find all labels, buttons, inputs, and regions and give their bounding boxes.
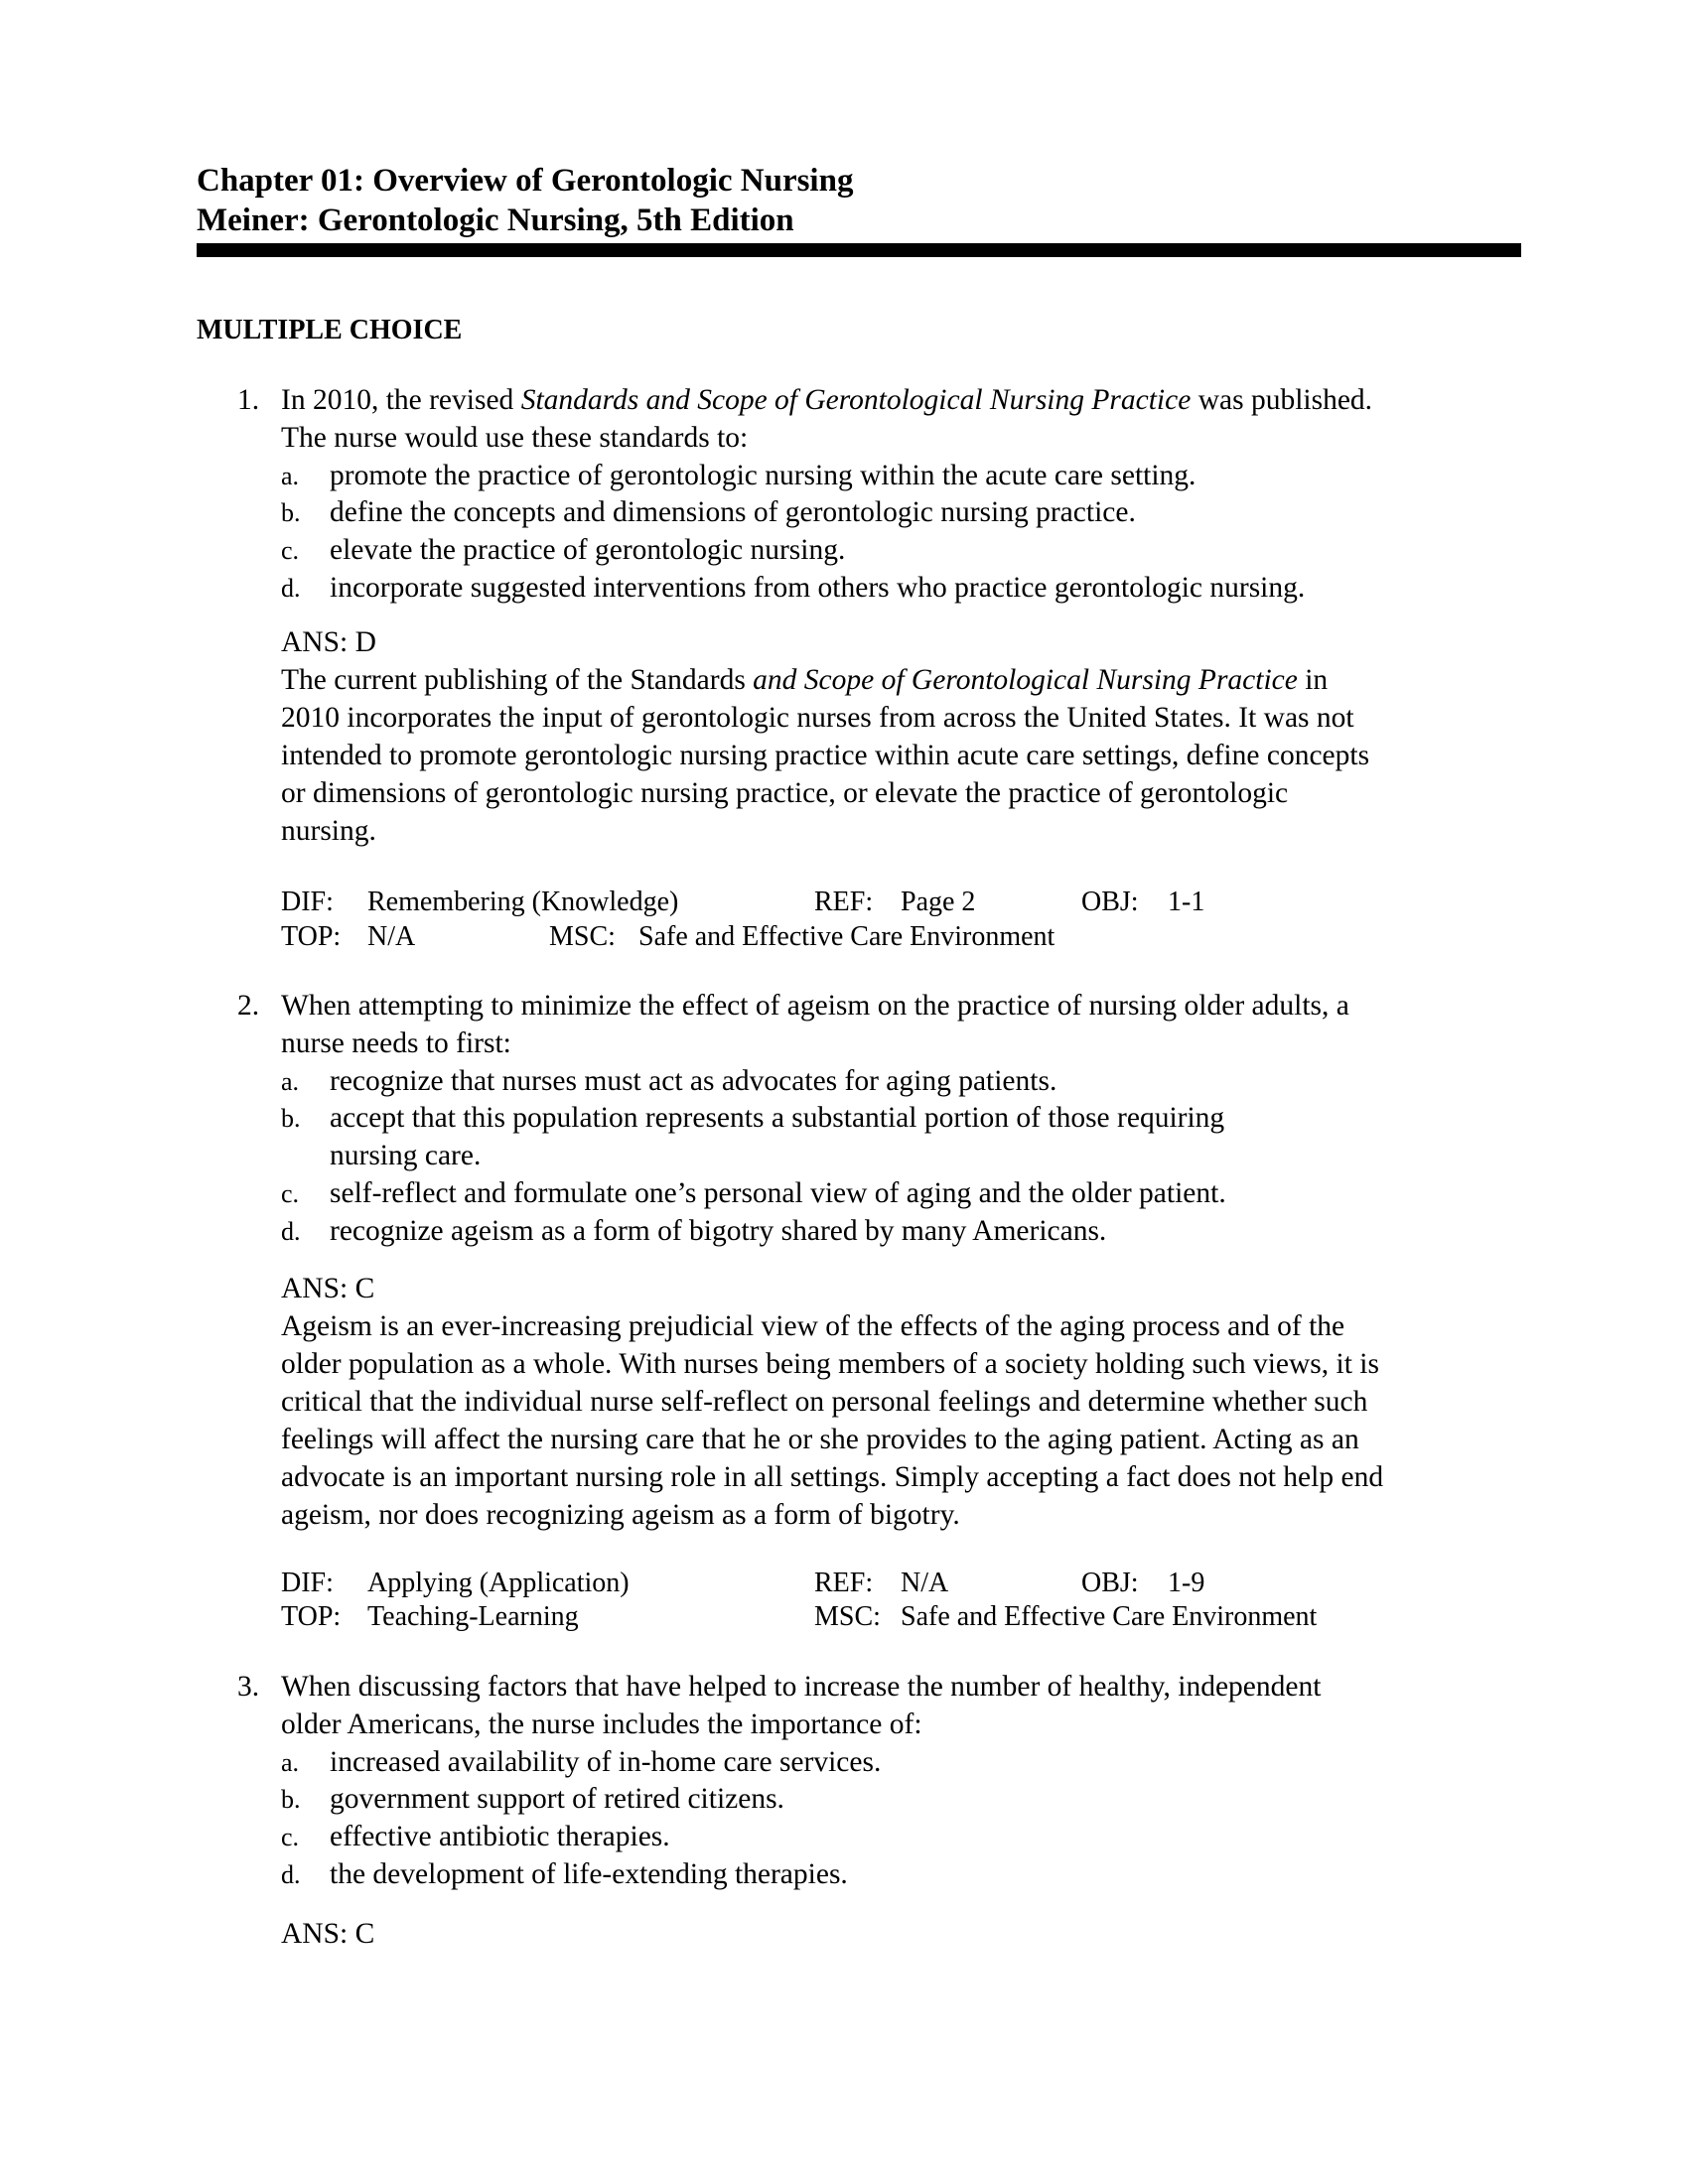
answer: ANS: D — [281, 626, 376, 658]
question-number: 1. — [237, 384, 260, 416]
option-text: government support of retired citizens. — [330, 1783, 784, 1816]
question-stem-line: older Americans, the nurse includes the importance of: — [281, 1707, 922, 1740]
option-text: effective antibiotic therapies. — [330, 1821, 670, 1853]
top-value: Teaching-Learning — [367, 1601, 579, 1632]
option-letter: b. — [281, 498, 301, 528]
option-letter: a. — [281, 1747, 300, 1777]
option-letter: c. — [281, 1823, 300, 1852]
option-letter: c. — [281, 1179, 300, 1208]
rationale-line: critical that the individual nurse self-reflect on personal feelings and determine whether such — [281, 1386, 1368, 1418]
rationale-line: feelings will affect the nursing care that he or she provides to the aging patient. Acting as an — [281, 1424, 1359, 1455]
top-label: TOP: — [281, 921, 342, 952]
rationale-line: nursing. — [281, 815, 376, 847]
rationale-line: ageism, nor does recognizing ageism as a form of bigotry. — [281, 1499, 960, 1531]
option-letter: d. — [281, 1860, 301, 1889]
header-divider — [197, 243, 1521, 257]
rationale-text: in — [1297, 664, 1329, 696]
question-stem-line: When attempting to minimize the effect of ageism on the practice of nursing older adults, a — [281, 990, 1349, 1022]
rationale-text: The current publishing of the Standards — [281, 664, 754, 696]
rationale-line: intended to promote gerontologic nursing practice within acute care settings, define concepts — [281, 740, 1370, 771]
rationale-line: or dimensions of gerontologic nursing practice, or elevate the practice of gerontologic — [281, 777, 1289, 809]
ref-value: Page 2 — [901, 887, 976, 917]
option-letter: d. — [281, 1216, 301, 1246]
ref-label: REF: — [814, 887, 874, 917]
question-stem-line: nurse needs to first: — [281, 1026, 511, 1059]
option-text: recognize that nurses must act as advocates for aging patients. — [330, 1064, 1057, 1097]
question-number: 3. — [237, 1671, 260, 1703]
rationale-line — [281, 662, 1328, 700]
option-text: accept that this population represents a substantial portion of those requiring — [330, 1102, 1225, 1135]
dif-value: Applying (Application) — [367, 1568, 630, 1598]
msc-value: Safe and Effective Care Environment — [638, 921, 1055, 952]
msc-value: Safe and Effective Care Environment — [901, 1601, 1318, 1632]
msc-label: MSC: — [549, 921, 616, 952]
ref-value: N/A — [901, 1568, 949, 1598]
rationale-line: older population as a whole. With nurses being members of a society holding such views, it is — [281, 1348, 1379, 1380]
stem-title: Standards and Scope of Gerontological Nursing Practice — [520, 384, 1192, 416]
question-stem-line: When discussing factors that have helped to increase the number of healthy, independent — [281, 1671, 1322, 1703]
option-text: promote the practice of gerontologic nursing within the acute care setting. — [330, 459, 1196, 491]
chapter-title: Chapter 01: Overview of Gerontologic Nursing — [197, 163, 854, 199]
rationale-title: and Scope of Gerontological Nursing Practice — [753, 664, 1298, 696]
dif-value: Remembering (Knowledge) — [367, 887, 679, 917]
rationale-line: advocate is an important nursing role in all settings. Simply accepting a fact does not help end — [281, 1461, 1384, 1493]
option-text: incorporate suggested interventions from others who practice gerontologic nursing. — [330, 572, 1306, 604]
msc-label: MSC: — [814, 1601, 881, 1632]
dif-label: DIF: — [281, 1568, 334, 1598]
question-stem-line: The nurse would use these standards to: — [281, 421, 749, 454]
option-letter: a. — [281, 1066, 300, 1096]
top-label: TOP: — [281, 1601, 342, 1632]
option-letter: b. — [281, 1785, 301, 1815]
option-text: define the concepts and dimensions of gerontologic nursing practice. — [330, 496, 1136, 529]
option-text: self-reflect and formulate one’s personal view of aging and the older patient. — [330, 1177, 1226, 1209]
obj-value: 1-1 — [1168, 887, 1205, 917]
dif-label: DIF: — [281, 887, 334, 917]
answer: ANS: C — [281, 1273, 375, 1304]
option-letter: c. — [281, 536, 300, 566]
obj-label: OBJ: — [1081, 1568, 1139, 1598]
stem-text: In 2010, the revised — [281, 384, 521, 416]
option-text: elevate the practice of gerontologic nursing. — [330, 534, 846, 567]
top-value: N/A — [367, 921, 416, 952]
stem-text: was published. — [1191, 384, 1373, 416]
rationale-line: Ageism is an ever-increasing prejudicial view of the effects of the aging process and of the — [281, 1310, 1345, 1342]
rationale-line: 2010 incorporates the input of gerontologic nurses from across the United States. It was not — [281, 702, 1354, 734]
option-text: nursing care. — [330, 1140, 482, 1172]
option-text: increased availability of in-home care services. — [330, 1745, 882, 1778]
question-number: 2. — [237, 990, 260, 1022]
obj-value: 1-9 — [1168, 1568, 1205, 1598]
option-letter: a. — [281, 461, 300, 490]
answer: ANS: C — [281, 1918, 375, 1950]
book-subtitle: Meiner: Gerontologic Nursing, 5th Edition — [197, 203, 794, 238]
ref-label: REF: — [814, 1568, 874, 1598]
option-letter: d. — [281, 574, 301, 603]
option-letter: b. — [281, 1104, 301, 1134]
obj-label: OBJ: — [1081, 887, 1139, 917]
option-text: recognize ageism as a form of bigotry shared by many Americans. — [330, 1214, 1107, 1247]
section-heading: MULTIPLE CHOICE — [197, 315, 463, 345]
question-stem-line — [281, 382, 1372, 420]
option-text: the development of life-extending therapies. — [330, 1858, 848, 1890]
